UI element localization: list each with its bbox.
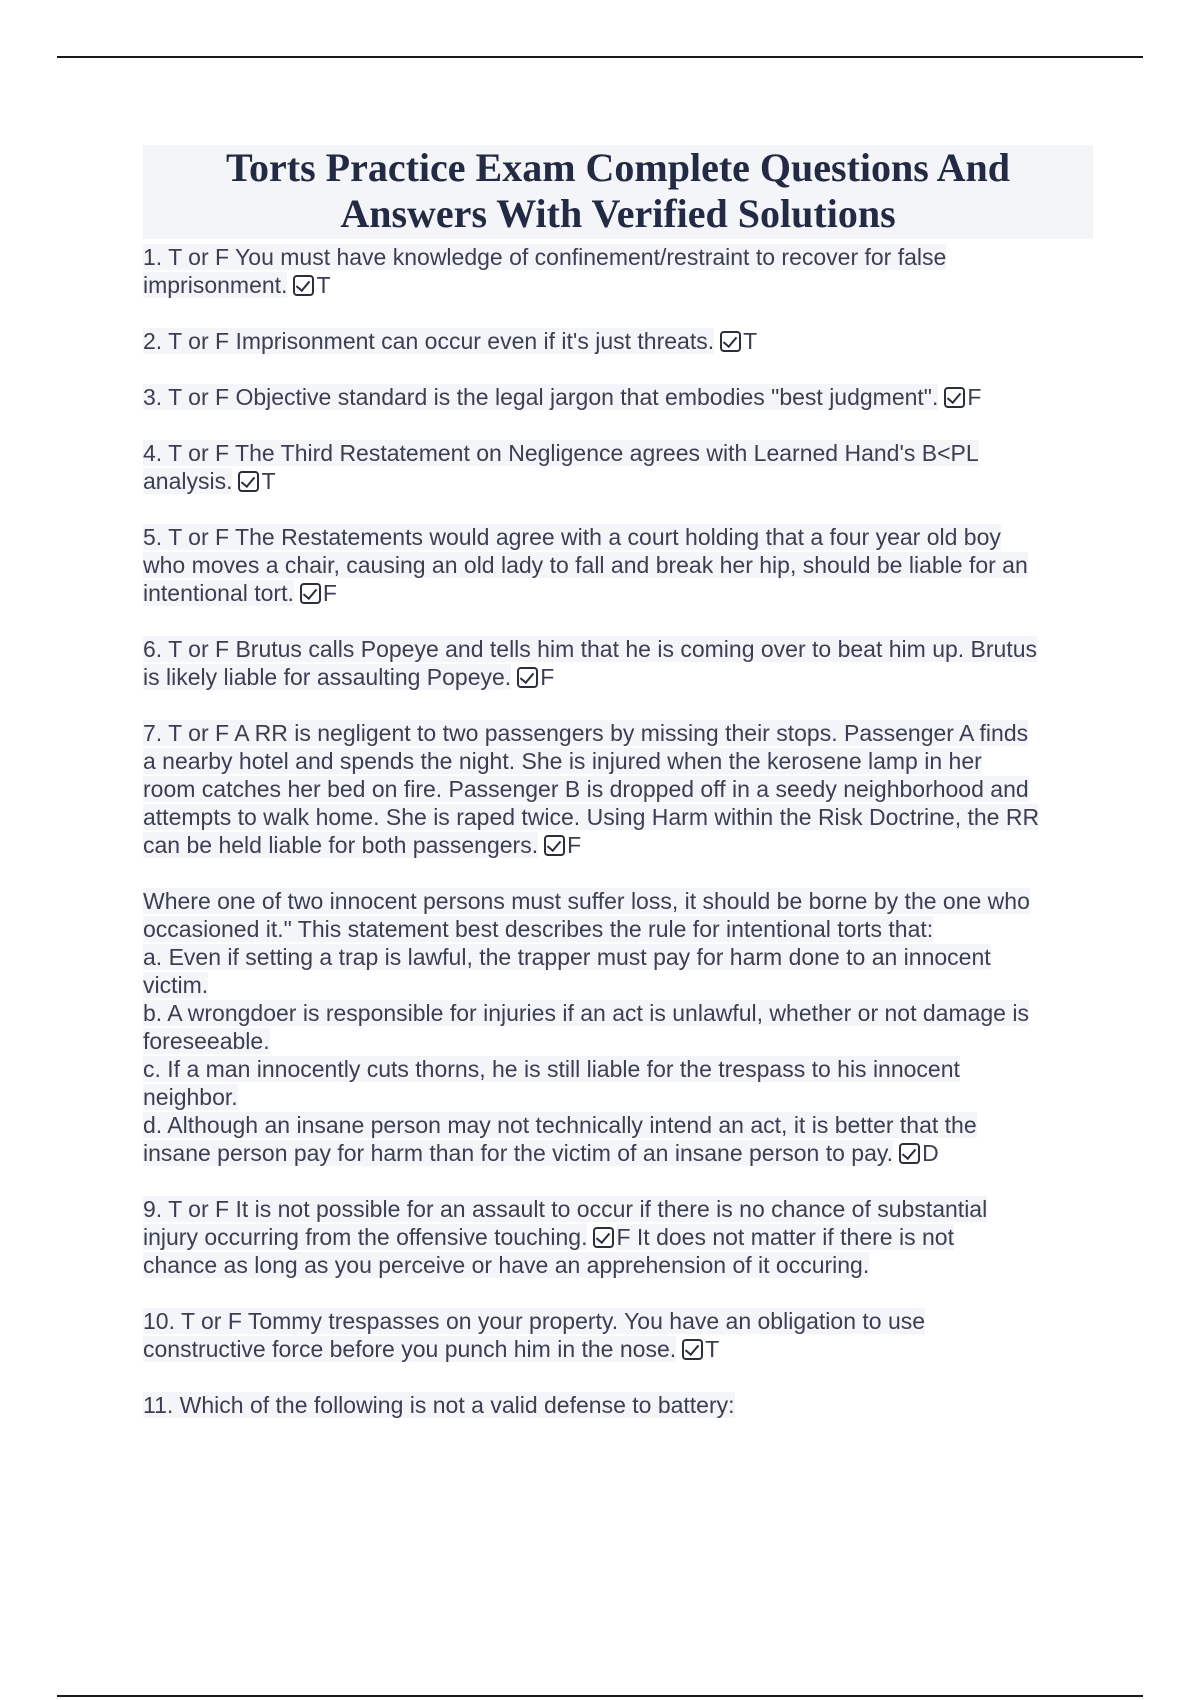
question-8-option-a-2: victim. [143,972,209,998]
question-4-answer: T [261,468,276,494]
question-7-text-3: room catches her bed on fire. Passenger B is dropped off in a seedy neighborhood and [143,776,1029,802]
question-7-text-5: can be held liable for both passengers. [143,832,539,858]
question-2 [143,327,1093,355]
question-9-text-2: injury occurring from the offensive touching. [143,1224,588,1250]
question-8-option-c-2: neighbor. [143,1084,238,1110]
checked-box-icon [944,387,965,408]
question-4-text-2: analysis. [143,468,233,494]
checked-box-icon [593,1227,614,1248]
checked-box-icon [899,1143,920,1164]
question-5 [143,523,1093,607]
question-8-answer: D [922,1140,939,1166]
question-10-text-1: 10. T or F Tommy trespasses on your property. You have an obligation to use [143,1308,926,1334]
title-line-2: Answers With Verified Solutions [340,191,896,236]
question-6-text-2: is likely liable for assaulting Popeye. [143,664,512,690]
checked-box-icon [544,835,565,856]
question-8-text-2: occasioned it." This statement best describes the rule for intentional torts that: [143,916,934,942]
question-1 [143,243,1093,299]
checked-box-icon [293,275,314,296]
document-page [143,145,1093,1447]
question-7-text-2: a nearby hotel and spends the night. She is injured when the kerosene lamp in her [143,748,982,774]
question-10-text-2: constructive force before you punch him in the nose. [143,1336,677,1362]
question-7-text-4: attempts to walk home. She is raped twice. Using Harm within the Risk Doctrine, the RR [143,804,1040,830]
question-3-text-1: 3. T or F Objective standard is the legal jargon that embodies "best judgment". [143,384,939,410]
question-5-text-2: who moves a chair, causing an old lady to fall and break her hip, should be liable for an [143,552,1028,578]
question-3-answer: F [967,384,982,410]
question-1-answer: T [316,272,331,298]
question-10 [143,1307,1093,1363]
question-10-answer: T [705,1336,720,1362]
question-5-answer: F [322,580,337,606]
document-title [143,145,1093,237]
question-8 [143,887,1093,1167]
title-block [143,145,1093,239]
checked-box-icon [517,667,538,688]
question-8-option-b-1: b. A wrongdoer is responsible for injuries if an act is unlawful, whether or not damage is [143,1000,1029,1026]
question-9 [143,1195,1093,1279]
checked-box-icon [682,1339,703,1360]
question-8-option-d-1: d. Although an insane person may not technically intend an act, it is better that the [143,1112,977,1138]
question-9-text-1: 9. T or F It is not possible for an assault to occur if there is no chance of substantial [143,1196,988,1222]
page-top-rule [57,56,1143,58]
checked-box-icon [238,471,259,492]
question-8-option-d-2: insane person pay for harm than for the victim of an insane person to pay. [143,1140,894,1166]
question-5-text-3: intentional tort. [143,580,294,606]
question-11-text-1: 11. Which of the following is not a valid defense to battery: [143,1392,735,1418]
question-4 [143,439,1093,495]
question-8-option-b-2: foreseeable. [143,1028,270,1054]
title-line-1: Torts Practice Exam Complete Questions And [225,145,1011,190]
question-6-text-1: 6. T or F Brutus calls Popeye and tells him that he is coming over to beat him up. Brutus [143,636,1038,662]
question-8-option-c-1: c. If a man innocently cuts thorns, he is still liable for the trespass to his innocent [143,1056,960,1082]
question-1-text-1: 1. T or F You must have knowledge of confinement/restraint to recover for false [143,244,947,270]
question-7-answer: F [567,832,582,858]
question-3 [143,383,1093,411]
question-8-option-a-1: a. Even if setting a trap is lawful, the trapper must pay for harm done to an innocent [143,944,991,970]
question-7-text-1: 7. T or F A RR is negligent to two passengers by missing their stops. Passenger A finds [143,720,1029,746]
question-8-text-1: Where one of two innocent persons must suffer loss, it should be borne by the one who [143,888,1030,914]
question-6 [143,635,1093,691]
question-9-answer: F It does not matter if there is not [616,1224,954,1250]
checked-box-icon [300,583,321,604]
question-4-text-1: 4. T or F The Third Restatement on Negligence agrees with Learned Hand's B<PL [143,440,979,466]
question-9-text-3: chance as long as you perceive or have an apprehension of it occuring. [143,1252,870,1278]
page-bottom-rule [57,1695,1143,1697]
question-2-text-1: 2. T or F Imprisonment can occur even if it's just threats. [143,328,715,354]
question-1-text-2: imprisonment. [143,272,288,298]
checked-box-icon [720,331,741,352]
question-7 [143,719,1093,859]
question-11 [143,1391,1093,1419]
question-2-answer: T [743,328,758,354]
question-5-text-1: 5. T or F The Restatements would agree with a court holding that a four year old boy [143,524,1001,550]
question-6-answer: F [540,664,555,690]
